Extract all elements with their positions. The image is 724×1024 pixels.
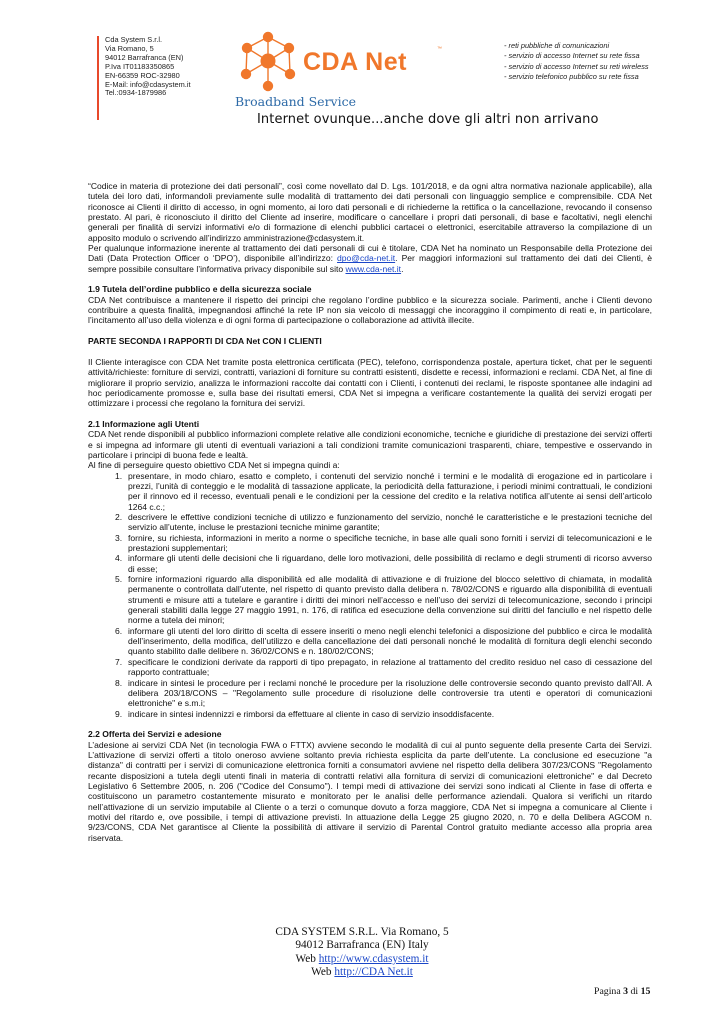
dpo-email-link[interactable]: dpo@cda-net.it <box>337 253 396 264</box>
list-item <box>88 512 652 533</box>
list-item <box>88 553 652 574</box>
list-text: informare gli utenti delle decisioni che li riguardano, delle loro motivazioni, delle possibilità di reclamo e degli strumenti di ricorso avverso di esse; <box>128 553 652 574</box>
website-link[interactable]: www.cda-net.it <box>345 263 402 274</box>
section-heading-2-1: 2.1 Informazione agli Utenti <box>88 418 200 429</box>
service-item: - servizio telefonico pubblico su rete fissa <box>504 71 639 81</box>
web-label: Web <box>311 966 335 979</box>
list-number: 8. <box>115 677 123 688</box>
company-line: E-Mail: info@cdasystem.it <box>105 79 191 89</box>
network-logo-icon <box>238 30 298 92</box>
section-heading-2-2: 2.2 Offerta dei Servizi e adesione <box>88 729 222 740</box>
dpo-text-c: . <box>401 263 404 274</box>
list-text: fornire, su richiesta, informazioni in merito a norme o specifiche tecniche, in base alle quali sono forniti i servizi di telecomunicazioni e le prestazioni supplementari; <box>128 532 652 554</box>
list-number: 3. <box>115 532 123 543</box>
cdanet-link[interactable]: http://CDA Net.it <box>334 966 413 979</box>
list-item <box>88 471 652 512</box>
list-number: 2. <box>115 512 123 522</box>
logo-trademark: ™ <box>437 46 442 52</box>
list-number: 9. <box>115 708 123 719</box>
list-item <box>88 533 652 554</box>
list-item <box>88 678 652 709</box>
company-line: Tel.:0934-1879986 <box>105 88 167 98</box>
header-red-line <box>97 36 99 120</box>
list-text: indicare in sintesi le procedure per i reclami nonché le procedure per la risoluzione delle controversie secondo quanto previsto dall’All. A delibera 203/18/CONS – "Regolamento sulle procedure di risoluzione delle controversie tra utenti e operatori di comunicazioni elettroniche" e s.m.i; <box>128 677 652 709</box>
commitments-list <box>88 471 652 719</box>
page-total: 15 <box>640 986 651 997</box>
list-number: 1. <box>115 470 123 481</box>
company-line: Cda System S.r.l. <box>105 35 163 44</box>
part-two-paragraph: Il Cliente interagisce con CDA Net tramite posta elettronica certificata (PEC), telefono, corrispondenza postale, apertura ticket, chat per le seguenti attività/richieste: forniture di servizi, contratti, variazioni di forniture su contratti esistenti, disdette e recessi, informazioni e reclami. CDA Net, al fine di migliorare il proprio servizio, analizza le informazioni raccolte dai contatti con i Clienti, i contenuti dei reclami, le risposte spontanee alle indagini ad hoc periodicamente promosse e, sulla base dei risultati emersi, CDA Net si impegna a verificare costantemente la qualità dei servizi erogati per ottimizzare i processi che regolano la fornitura dei servizi. <box>88 356 652 409</box>
footer-address: CDA SYSTEM S.R.L. Via Romano, 5 <box>275 926 449 938</box>
list-text: fornire informazioni riguardo alla disponibilità ed alle modalità di attivazione e di fruizione del blocco selettivo di chiamata, in modalità permanente o controllata dall’utente, nel rispetto di quanto previsto dalla delibera n. 78/02/CONS e riguardo alla disponibilità di eventuali strumenti e misure atti a tutelare e garantire i diritti dei minori nell’accesso e nell’uso dei servizi di telecomunicazione, secondo i principi generali stabiliti dalla legge 27 maggio 1991, n. 176, di ratifica ed esecuzione della convenzione sui diritti del fanciullo e nel rispetto delle norme a tutela dei minori; <box>128 574 652 626</box>
list-text: descrivere le effettive condizioni tecniche di utilizzo e funzionamento del servizio, nonché le caratteristiche e le prestazioni tecniche del servizio all’utente, incluse le prestazioni tecniche minime garantite; <box>128 512 652 533</box>
section-2-2-paragraph: L’adesione ai servizi CDA Net (in tecnologia FWA o FTTX) avviene secondo le modalità di cui al punto seguente della presente Carta dei Servizi. L’attivazione di servizi offerti a titolo oneroso avviene soltanto previa richiesta esplicita da parte dell’utente. La conclusione ed esecuzione "a distanza" di contratti per i servizi di comunicazione elettronica forniti a consumatori avviene nel rispetto della delibera 307/23/CONS "Regolamento recante disposizioni a tutela degli utenti finali in materia di contratti relativi alla fornitura di servizi di comunicazioni elettroniche" e dal Decreto Legislativo 6 Settembre 2005, n. 206 ("Codice del Consumo"). I tempi medi di attivazione dei servizi sono indicati al Cliente in fase di offerta e costituiscono un parametro costantemente misurato e monitorato per le analisi delle performance aziendali. Qualora si verifichi un ritardo nell’attivazione di un servizio imputabile al Cliente o a terzi o comunque dovuto a forza maggiore, CDA Net si impegna a comunicare al Cliente i motivi del ritardo e, ove possibile, i tempi di attivazione previsti. In attuazione della Legge 25 giugno 2020, n. 70 e della Delibera AGCOM n. 9/23/CONS, CDA Net garantisce al Cliente la possibilità di attivare il servizio di Parental Control gratuito mediante accesso alla propria area riservata. <box>88 739 652 843</box>
list-number: 4. <box>115 553 123 564</box>
list-item <box>88 626 652 657</box>
intro-paragraph: “Codice in materia di protezione dei dati personali”, così come novellato dal D. Lgs. 101/2018, e da ogni altra normativa nazionale applicabile), alla tutela dei loro dati, informandoli previamente sulle modalità di trattamento dei dati personali con linguaggio semplice e comprensibile. CDA Net riconosce ai Clienti il diritto di accesso, in ogni momento, ai loro dati personali e di richiederne la rettifica o la cancellazione, revocando il consenso prestato. Al pari, è riconosciuto il diritto del Cliente ad inserire, modificare o cancellare i propri dati personali, di base e facoltativi, negli elenchi generali per finalità di servizi informativi e/o di formazione di elenchi pubblici cartacei o elettronici, esercitabile attraverso la compilazione di un apposito modulo o scrivendo all’indirizzo amministrazione@cdasystem.it. <box>88 181 652 243</box>
company-line: Via Romano, 5 <box>105 43 154 53</box>
list-text: specificare le condizioni derivate da rapporti di tipo prepagato, in relazione al trattamento del credito residuo nel caso di cessazione del rapporto contrattuale; <box>128 656 652 678</box>
web-label: Web <box>295 952 319 965</box>
footer-web-2 <box>0 966 724 979</box>
broadband-service: Broadband Service <box>235 94 357 109</box>
footer-city: 94012 Barrafranca (EN) Italy <box>295 939 429 952</box>
section-1-9-paragraph: CDA Net contribuisce a mantenere il rispetto dei principi che regolano l’ordine pubblico e la sicurezza sociale. Parimenti, anche i Clienti devono contribuire a questa finalità, impegnandosi affinché la rete IP non sia veicolo di messaggi che incoraggino il compimento di reati e, in particolare, l’incitamento all’uso della violenza e di ogni forma di partecipazione o collaborazione ad attività illecite. <box>88 294 652 326</box>
slogan: Internet ovunque...anche dove gli altri non arrivano <box>257 112 599 127</box>
section-2-1-intro-list: Al fine di perseguire questo obiettivo CDA Net si impegna quindi a: <box>88 460 340 471</box>
list-text: informare gli utenti del loro diritto di scelta di essere inseriti o meno negli elenchi telefonici a disposizione del pubblico e circa le modalità dell’inserimento, della modifica, dell’utilizzo e della cancellazione dei dati personali nonché le modalità di fornitura degli elenchi secondo quanto stabilito dalle delibere n. 36/02/CONS e n. 180/02/CONS; <box>128 625 652 657</box>
services-list <box>504 41 649 82</box>
company-line: P.Iva IT01183350865 <box>105 61 175 71</box>
dpo-text-a: Per qualunque informazione inerente al trattamento dei dati personali di cui è titolare, CDA Net ha nominato un Responsabile della Protezione dei Dati (Data Protection Officer o ‘DPO’), disponibile all’indirizzo: <box>88 243 652 264</box>
page-of: di <box>628 986 641 997</box>
document-body <box>88 181 652 843</box>
company-info <box>105 36 235 98</box>
list-number: 6. <box>115 625 123 636</box>
company-line: EN-66359 ROC-32980 <box>105 70 180 80</box>
part-two-heading: PARTE SECONDA I RAPPORTI DI CDA Net CON I CLIENTI <box>88 336 322 347</box>
company-line: 94012 Barrafranca (EN) <box>105 52 184 62</box>
list-number: 7. <box>115 656 123 667</box>
service-item: - servizio di accesso Internet su reti wireless <box>504 61 649 71</box>
section-heading-1-9: 1.9 Tutela dell’ordine pubblico e della sicurezza sociale <box>88 284 312 295</box>
list-item <box>88 574 652 626</box>
page-label: Pagina <box>594 986 624 997</box>
footer <box>0 926 724 980</box>
dpo-text-b: . Per maggiori informazioni sul trattamento dei dati dei Clienti, è sempre possibile consultare l’informativa privacy disponibile sul sito <box>88 253 652 274</box>
list-text: presentare, in modo chiaro, esatto e completo, i contenuti del servizio nonché i termini e le modalità di erogazione ed in particolare i prezzi, l’unità di conteggio e le modalità di tassazione applicate, la periodicità della fatturazione, i periodi minimi contrattuali, le condizioni per il rinnovo ed il recesso, eventuali penali e le condizioni per la cessione del credito e la relativa notifica all’utente ai sensi dell’articolo 1264 c.c.; <box>128 470 652 512</box>
service-item: - servizio di accesso Internet su rete fissa <box>504 51 640 61</box>
dpo-paragraph <box>88 243 652 274</box>
page-number <box>594 986 650 997</box>
logo-text: CDA Net <box>303 48 407 76</box>
section-2-1-paragraph: CDA Net rende disponibili al pubblico informazioni complete relative alle condizioni economiche, tecniche e giuridiche di prestazione dei servizi offerti e si impegna ad informare gli utenti di eventuali variazioni a tali condizioni tramite comunicazioni trasparenti, chiare, tempestive e osservando in particolare i principi di buona fede e lealtà. <box>88 429 652 460</box>
service-item: - reti pubbliche di comunicazioni <box>504 41 610 50</box>
list-item <box>88 709 652 719</box>
list-item <box>88 657 652 678</box>
footer-web-1 <box>0 953 724 966</box>
cdasystem-link[interactable]: http://www.cdasystem.it <box>318 952 429 965</box>
list-number: 5. <box>115 574 123 585</box>
page-current: 3 <box>623 986 629 997</box>
list-text: indicare in sintesi indennizzi e rimborsi da effettuare al cliente in caso di servizio insoddisfacente. <box>128 708 495 719</box>
